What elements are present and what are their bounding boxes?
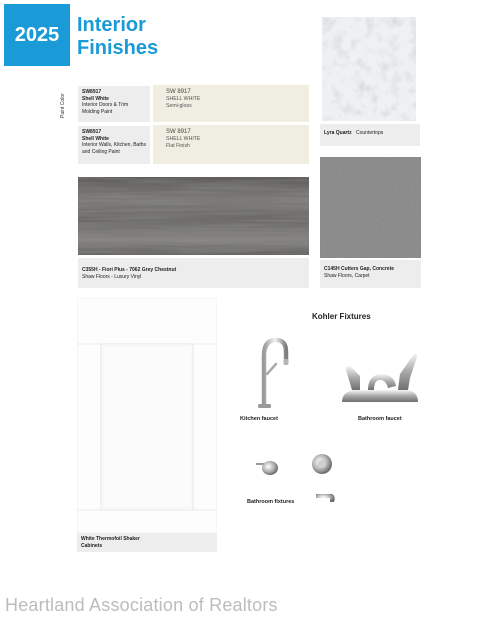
cabinet-door-image bbox=[77, 298, 217, 533]
paint-2-code: SW8917 bbox=[82, 129, 102, 135]
kitchen-faucet-image bbox=[252, 334, 292, 410]
carpet-caption bbox=[320, 260, 421, 288]
carpet-name: C145H Cutters Gap, Concrete bbox=[324, 266, 395, 272]
vinyl-flooring-image bbox=[78, 177, 309, 255]
swatch-2-name: SHELL WHITE bbox=[166, 136, 201, 142]
paint-card-2 bbox=[78, 126, 150, 164]
paint-swatch-2 bbox=[153, 125, 309, 164]
flooring-caption bbox=[78, 258, 309, 288]
paint-2-use: Interior Walls, Kitchen, Baths and Ceiling Paint bbox=[82, 142, 147, 155]
kitchen-faucet-label: Kitchen faucet bbox=[240, 416, 278, 422]
title-line-2: Finishes bbox=[77, 37, 159, 59]
bathroom-fixtures-label: Bathroom fixtures bbox=[247, 499, 295, 505]
kohler-fixtures-title: Kohler Fixtures bbox=[312, 312, 371, 321]
countertop-caption bbox=[320, 124, 420, 146]
bathroom-faucet-label: Bathroom faucet bbox=[358, 416, 402, 422]
cabinet-caption bbox=[77, 533, 217, 552]
countertop-type: Countertops bbox=[356, 130, 384, 136]
paint-1-code: SW8917 bbox=[82, 89, 102, 95]
paint-1-name: Shell White bbox=[82, 95, 109, 102]
swatch-2-code: SW 8917 bbox=[166, 129, 191, 135]
swatch-1-name: SHELL WHITE bbox=[166, 96, 201, 102]
paint-color-side-label: Paint Color bbox=[60, 93, 66, 118]
swatch-1-code: SW 8917 bbox=[166, 89, 191, 95]
watermark-text: Heartland Association of Realtors bbox=[5, 595, 278, 615]
flooring-type: Shaw Floors - Luxury Vinyl bbox=[82, 273, 142, 280]
cabinet-type: Cabinets bbox=[81, 542, 103, 549]
title-line-1: Interior bbox=[77, 14, 146, 36]
bathroom-faucet-image bbox=[338, 348, 422, 406]
carpet-sample-image bbox=[320, 157, 421, 258]
carpet-type: Shaw Floors, Carpet bbox=[324, 272, 370, 279]
paint-1-use: Interior Doors & Trim Molding Paint bbox=[82, 102, 129, 115]
paint-swatch-1 bbox=[153, 85, 309, 122]
page-title bbox=[77, 14, 158, 60]
swatch-2-finish: Flat Finish bbox=[166, 143, 190, 149]
swatch-1-finish: Semi-gloss bbox=[166, 103, 192, 109]
year-text: 2025 bbox=[14, 23, 60, 46]
countertop-name: Lyra Quartz bbox=[324, 130, 352, 136]
year-badge bbox=[4, 4, 70, 66]
cabinet-name: White Thermofoil Shaker bbox=[81, 536, 140, 542]
flooring-name: C355H - Fiori Plus - 7062 Grey Chestnut bbox=[82, 267, 177, 273]
quartz-sample-image bbox=[322, 17, 416, 121]
paint-card-1 bbox=[78, 86, 150, 122]
paint-2-name: Shell White bbox=[82, 135, 109, 142]
